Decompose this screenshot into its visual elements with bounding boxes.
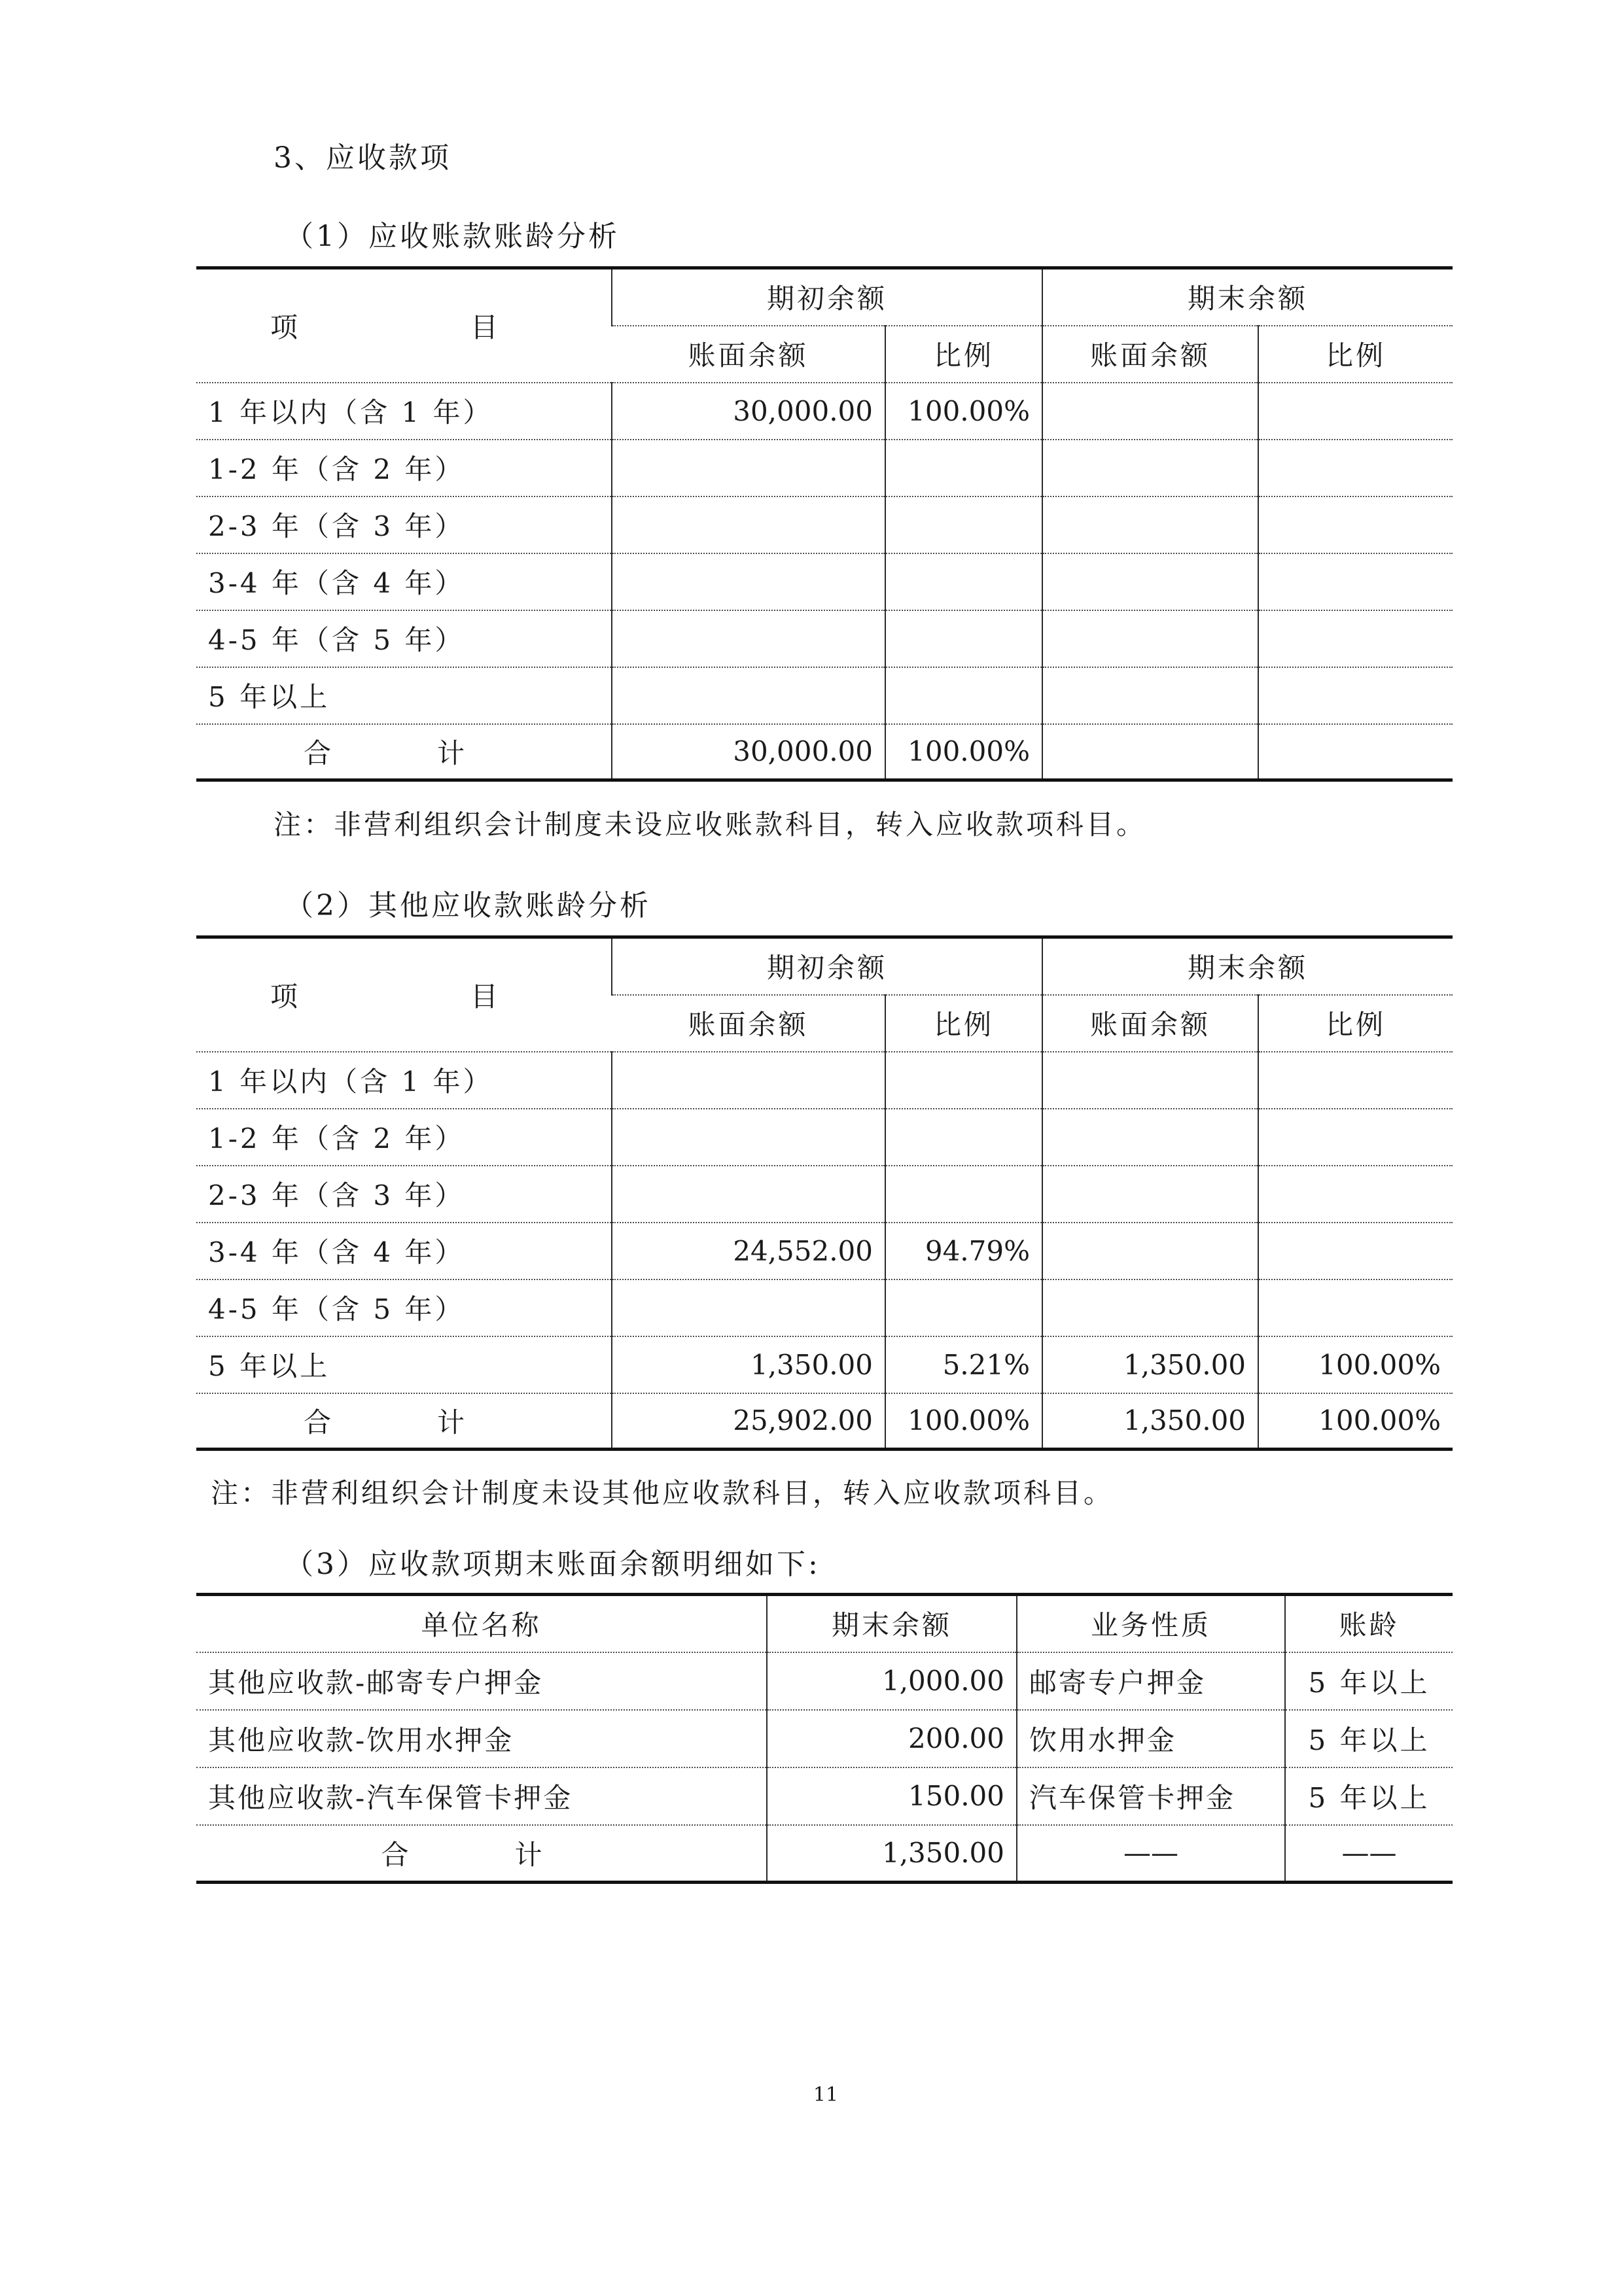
opening-ratio bbox=[885, 667, 1042, 724]
closing-ratio bbox=[1258, 610, 1453, 667]
row-label: 3-4 年（含 4 年） bbox=[196, 1223, 612, 1279]
table-row bbox=[196, 553, 1453, 610]
header-book-balance: 账面余额 bbox=[1042, 995, 1258, 1052]
header-ratio: 比例 bbox=[885, 995, 1042, 1052]
closing-balance: 150.00 bbox=[767, 1767, 1017, 1825]
opening-balance bbox=[612, 1109, 885, 1166]
closing-ratio bbox=[1258, 1166, 1453, 1223]
row-label: 5 年以上 bbox=[196, 1336, 612, 1393]
total-opening-ratio: 100.00% bbox=[885, 724, 1042, 780]
opening-balance bbox=[612, 553, 885, 610]
closing-ratio bbox=[1258, 1223, 1453, 1279]
closing-balance bbox=[1042, 440, 1258, 496]
header-closing: 期末余额 bbox=[1042, 268, 1453, 326]
opening-balance bbox=[612, 610, 885, 667]
closing-balance bbox=[1042, 1052, 1258, 1109]
table-row bbox=[196, 1279, 1453, 1336]
receivables-detail-table bbox=[196, 1593, 1453, 1884]
total-row bbox=[196, 724, 1453, 780]
closing-balance: 1,000.00 bbox=[767, 1652, 1017, 1710]
closing-balance: 1,350.00 bbox=[1042, 1336, 1258, 1393]
page-number: 11 bbox=[813, 2083, 839, 2106]
opening-ratio bbox=[885, 1052, 1042, 1109]
closing-ratio bbox=[1258, 496, 1453, 553]
table-row bbox=[196, 1109, 1453, 1166]
business-nature: 汽车保管卡押金 bbox=[1017, 1767, 1285, 1825]
opening-ratio: 94.79% bbox=[885, 1223, 1042, 1279]
table-row bbox=[196, 440, 1453, 496]
total-age-dash: —— bbox=[1285, 1825, 1453, 1883]
header-book-balance: 账面余额 bbox=[612, 326, 885, 383]
table2-note: 注：非营利组织会计制度未设其他应收款科目，转入应收款项科目。 bbox=[211, 1477, 1114, 1509]
closing-ratio bbox=[1258, 440, 1453, 496]
total-closing-ratio bbox=[1258, 724, 1453, 780]
row-label: 2-3 年（含 3 年） bbox=[196, 496, 612, 553]
header-item: 项 目 bbox=[270, 311, 537, 343]
header-item: 项 目 bbox=[270, 980, 537, 1013]
opening-balance bbox=[612, 667, 885, 724]
total-closing-balance bbox=[1042, 724, 1258, 780]
row-label: 1-2 年（含 2 年） bbox=[196, 440, 612, 496]
table-row bbox=[196, 496, 1453, 553]
row-label: 2-3 年（含 3 年） bbox=[196, 1166, 612, 1223]
total-closing-balance: 1,350.00 bbox=[1042, 1393, 1258, 1450]
other-receivables-aging-table bbox=[196, 935, 1453, 1451]
unit-name: 其他应收款-邮寄专户押金 bbox=[196, 1652, 767, 1710]
aging: 5 年以上 bbox=[1285, 1767, 1453, 1825]
opening-ratio bbox=[885, 1279, 1042, 1336]
total-label: 合 计 bbox=[196, 1393, 612, 1450]
total-closing-balance: 1,350.00 bbox=[767, 1825, 1017, 1883]
opening-ratio bbox=[885, 496, 1042, 553]
table1-note: 注：非营利组织会计制度未设应收账款科目，转入应收款项科目。 bbox=[274, 809, 1147, 841]
row-label: 1-2 年（含 2 年） bbox=[196, 1109, 612, 1166]
opening-ratio bbox=[885, 1109, 1042, 1166]
table-row bbox=[196, 1652, 1453, 1710]
total-closing-ratio: 100.00% bbox=[1258, 1393, 1453, 1450]
table-row bbox=[196, 610, 1453, 667]
opening-ratio: 100.00% bbox=[885, 383, 1042, 440]
business-nature: 饮用水押金 bbox=[1017, 1710, 1285, 1767]
receivables-aging-table bbox=[196, 266, 1453, 782]
total-row bbox=[196, 1825, 1453, 1883]
table1-subtitle: （1）应收账款账龄分析 bbox=[285, 220, 620, 253]
opening-balance: 24,552.00 bbox=[612, 1223, 885, 1279]
opening-ratio bbox=[885, 440, 1042, 496]
table-row bbox=[196, 1767, 1453, 1825]
opening-balance bbox=[612, 496, 885, 553]
closing-ratio bbox=[1258, 1052, 1453, 1109]
closing-ratio bbox=[1258, 1279, 1453, 1336]
header-closing: 期末余额 bbox=[767, 1595, 1017, 1652]
table-row bbox=[196, 1052, 1453, 1109]
closing-ratio: 100.00% bbox=[1258, 1336, 1453, 1393]
header-ratio: 比例 bbox=[885, 326, 1042, 383]
section-title: 3、应收款项 bbox=[274, 141, 451, 175]
table-row bbox=[196, 1336, 1453, 1393]
header-opening: 期初余额 bbox=[612, 937, 1042, 995]
header-opening: 期初余额 bbox=[612, 268, 1042, 326]
closing-balance bbox=[1042, 1109, 1258, 1166]
header-book-balance: 账面余额 bbox=[612, 995, 885, 1052]
row-label: 4-5 年（含 5 年） bbox=[196, 610, 612, 667]
table-row bbox=[196, 667, 1453, 724]
opening-ratio: 5.21% bbox=[885, 1336, 1042, 1393]
total-opening-balance: 25,902.00 bbox=[612, 1393, 885, 1450]
opening-balance: 30,000.00 bbox=[612, 383, 885, 440]
closing-ratio bbox=[1258, 667, 1453, 724]
aging: 5 年以上 bbox=[1285, 1710, 1453, 1767]
header-age: 账龄 bbox=[1285, 1595, 1453, 1652]
header-closing: 期末余额 bbox=[1042, 937, 1453, 995]
row-label: 1 年以内（含 1 年） bbox=[196, 383, 612, 440]
closing-balance bbox=[1042, 383, 1258, 440]
table3-subtitle: （3）应收款项期末账面余额明细如下: bbox=[285, 1548, 821, 1581]
opening-ratio bbox=[885, 1166, 1042, 1223]
opening-ratio bbox=[885, 610, 1042, 667]
header-ratio: 比例 bbox=[1258, 995, 1453, 1052]
opening-balance bbox=[612, 1052, 885, 1109]
table2-subtitle: （2）其他应收款账龄分析 bbox=[285, 889, 651, 922]
total-nature-dash: —— bbox=[1017, 1825, 1285, 1883]
unit-name: 其他应收款-饮用水押金 bbox=[196, 1710, 767, 1767]
opening-balance: 1,350.00 bbox=[612, 1336, 885, 1393]
total-label: 合 计 bbox=[196, 724, 612, 780]
closing-balance bbox=[1042, 1223, 1258, 1279]
total-label: 合 计 bbox=[196, 1825, 767, 1883]
unit-name: 其他应收款-汽车保管卡押金 bbox=[196, 1767, 767, 1825]
row-label: 1 年以内（含 1 年） bbox=[196, 1052, 612, 1109]
closing-balance bbox=[1042, 1279, 1258, 1336]
closing-ratio bbox=[1258, 553, 1453, 610]
total-row bbox=[196, 1393, 1453, 1450]
opening-balance bbox=[612, 1166, 885, 1223]
total-opening-balance: 30,000.00 bbox=[612, 724, 885, 780]
closing-balance bbox=[1042, 667, 1258, 724]
row-label: 5 年以上 bbox=[196, 667, 612, 724]
business-nature: 邮寄专户押金 bbox=[1017, 1652, 1285, 1710]
aging: 5 年以上 bbox=[1285, 1652, 1453, 1710]
closing-balance bbox=[1042, 610, 1258, 667]
table-row bbox=[196, 383, 1453, 440]
row-label: 3-4 年（含 4 年） bbox=[196, 553, 612, 610]
header-unit: 单位名称 bbox=[421, 1609, 542, 1642]
table-row bbox=[196, 1223, 1453, 1279]
closing-balance bbox=[1042, 553, 1258, 610]
opening-balance bbox=[612, 440, 885, 496]
closing-ratio bbox=[1258, 1109, 1453, 1166]
header-ratio: 比例 bbox=[1258, 326, 1453, 383]
closing-balance bbox=[1042, 1166, 1258, 1223]
opening-ratio bbox=[885, 553, 1042, 610]
opening-balance bbox=[612, 1279, 885, 1336]
header-nature: 业务性质 bbox=[1017, 1595, 1285, 1652]
closing-ratio bbox=[1258, 383, 1453, 440]
closing-balance: 200.00 bbox=[767, 1710, 1017, 1767]
closing-balance bbox=[1042, 496, 1258, 553]
header-book-balance: 账面余额 bbox=[1042, 326, 1258, 383]
table-row bbox=[196, 1710, 1453, 1767]
row-label: 4-5 年（含 5 年） bbox=[196, 1279, 612, 1336]
table-row bbox=[196, 1166, 1453, 1223]
total-opening-ratio: 100.00% bbox=[885, 1393, 1042, 1450]
